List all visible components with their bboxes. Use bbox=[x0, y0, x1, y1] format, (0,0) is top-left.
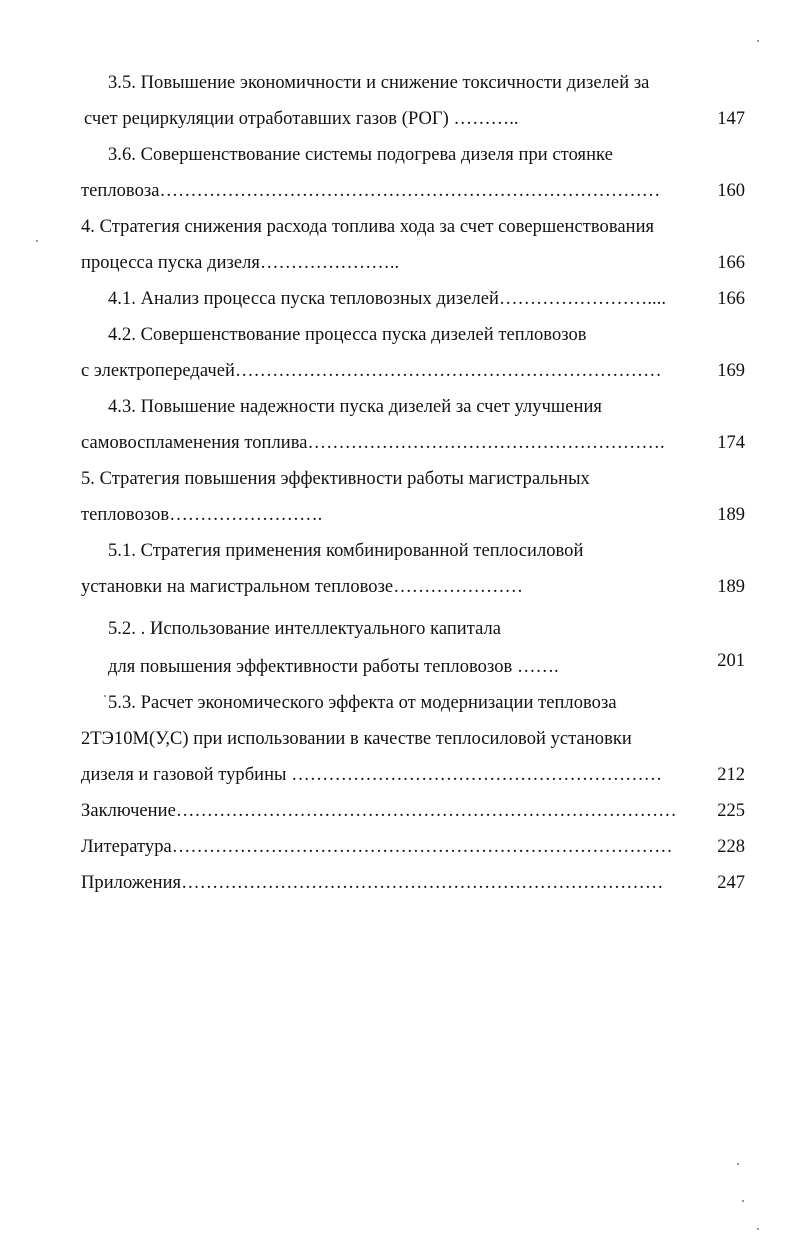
toc-entry-4-2-line-1: 4.2. Совершенствование процесса пуска дизелей тепловозов bbox=[108, 325, 587, 345]
toc-entry-4-3-line-2: самовоспламенения топлива…………………………………………………. bbox=[81, 433, 665, 453]
scan-speck bbox=[36, 240, 38, 242]
toc-entry-5-3-line-2: 2ТЭ10М(У,С) при использовании в качестве теплосиловой установки bbox=[81, 729, 632, 749]
scan-speck bbox=[742, 1200, 744, 1202]
toc-entry-3-6-line-2: тепловоза……………………………………………………………………… bbox=[81, 181, 661, 201]
scan-speck bbox=[757, 40, 759, 42]
scan-speck bbox=[104, 695, 106, 697]
toc-entry-5-1-page: 189 bbox=[717, 577, 745, 597]
toc-entry-3-6-line-1: 3.6. Совершенствование системы подогрева дизеля при стоянке bbox=[108, 145, 613, 165]
toc-entry-appendices-page: 247 bbox=[717, 873, 745, 893]
toc-entry-5-page: 189 bbox=[717, 505, 745, 525]
toc-entry-4-line-2: процесса пуска дизеля………………….. bbox=[81, 253, 400, 273]
toc-entry-4-line-1: 4. Стратегия снижения расхода топлива хода за счет совершенствования bbox=[81, 217, 655, 237]
toc-entry-appendices: Приложения…………………………………………………………………… bbox=[81, 873, 664, 893]
toc-entry-4-3-line-1: 4.3. Повышение надежности пуска дизелей за счет улучшения bbox=[108, 397, 602, 417]
toc-entry-5-1-line-1: 5.1. Стратегия применения комбинированной теплосиловой bbox=[108, 541, 584, 561]
toc-entry-3-6-page: 160 bbox=[717, 181, 745, 201]
toc-entry-5-3-line-1: 5.3. Расчет экономического эффекта от модернизации тепловоза bbox=[108, 693, 617, 713]
toc-entry-5-3-line-3: дизеля и газовой турбины …………………………………………………… bbox=[81, 765, 663, 785]
toc-entry-conclusion-page: 225 bbox=[717, 801, 745, 821]
toc-entry-3-5-page: 147 bbox=[717, 109, 745, 129]
toc-entry-literature-page: 228 bbox=[717, 837, 745, 857]
toc-entry-5-2-page: 201 bbox=[717, 651, 745, 671]
toc-entry-4-1-line-1: 4.1. Анализ процесса пуска тепловозных дизелей…………………….... bbox=[108, 289, 667, 309]
toc-entry-4-1-page: 166 bbox=[717, 289, 745, 309]
toc-entry-4-2-page: 169 bbox=[717, 361, 745, 381]
toc-entry-4-page: 166 bbox=[717, 253, 745, 273]
toc-entry-3-5-line-2: счет рециркуляции отработавших газов (РОГ) ……….. bbox=[84, 109, 519, 129]
scan-speck bbox=[737, 1163, 739, 1165]
toc-entry-conclusion: Заключение……………………………………………………………………… bbox=[81, 801, 677, 821]
toc-entry-3-5-line-1: 3.5. Повышение экономичности и снижение токсичности дизелей за bbox=[108, 73, 650, 93]
toc-entry-4-3-page: 174 bbox=[717, 433, 745, 453]
scan-speck bbox=[757, 1228, 759, 1230]
toc-entry-5-2-line-1: 5.2. . Использование интеллектуального капитала bbox=[108, 619, 502, 639]
toc-entry-5-line-1: 5. Стратегия повышения эффективности работы магистральных bbox=[81, 469, 590, 489]
toc-entry-5-2-line-2: для повышения эффективности работы тепловозов ……. bbox=[108, 657, 559, 677]
toc-entry-literature: Литература……………………………………………………………………… bbox=[81, 837, 673, 857]
toc-entry-5-line-2: тепловозов……………………. bbox=[81, 505, 323, 525]
toc-entry-4-2-line-2: с электропередачей…………………………………………………………… bbox=[81, 361, 662, 381]
toc-entry-5-3-page: 212 bbox=[717, 765, 745, 785]
toc-entry-5-1-line-2: установки на магистральном тепловозе………………… bbox=[81, 577, 524, 597]
